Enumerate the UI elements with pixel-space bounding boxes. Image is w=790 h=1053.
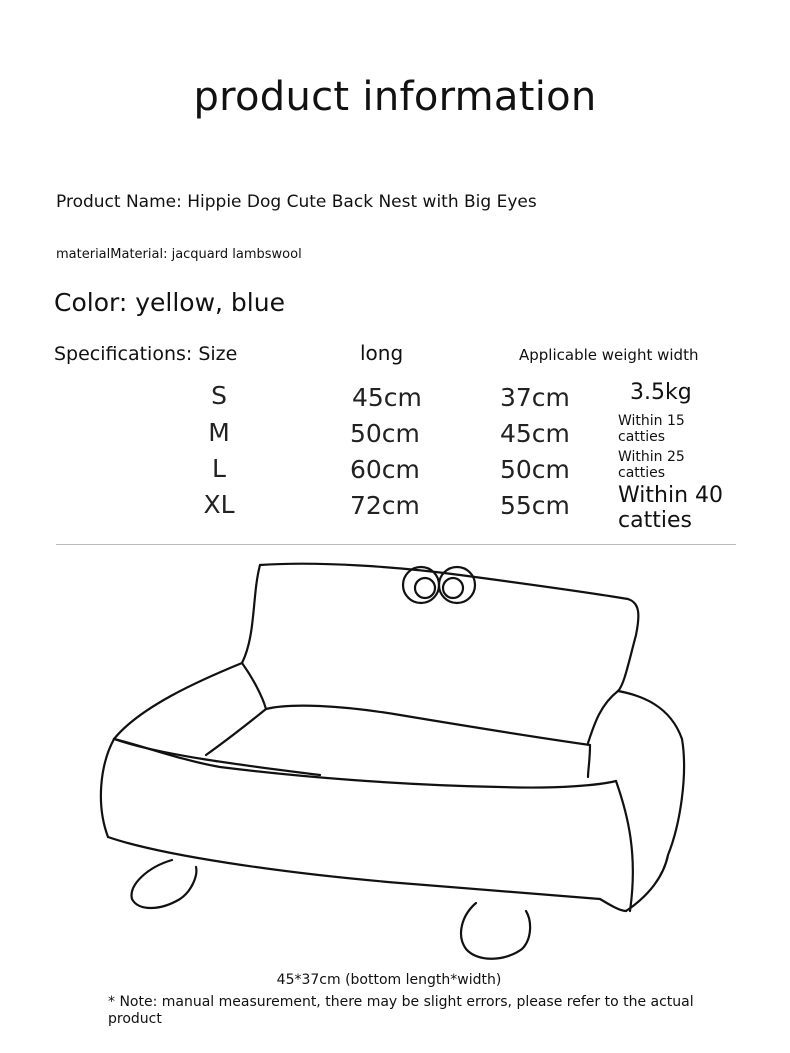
width-cell: 45cm	[500, 419, 570, 448]
width-cell: 55cm	[500, 491, 570, 520]
color-line: Color: yellow, blue	[54, 288, 285, 317]
size-cell: S	[211, 381, 227, 410]
weight-cell: Within 15 catties	[618, 413, 685, 445]
size-cell: L	[212, 454, 226, 483]
weight-cell: 3.5kg	[630, 380, 692, 405]
divider	[56, 544, 736, 545]
long-cell: 72cm	[350, 491, 420, 520]
size-cell: M	[208, 418, 230, 447]
dimension-caption-text: 45*37cm (bottom length*width)	[276, 972, 502, 988]
long-cell: 45cm	[352, 383, 422, 412]
specifications-label: Specifications: Size	[54, 343, 238, 365]
weight-cell: Within 40 catties	[618, 483, 723, 533]
product-name: Product Name: Hippie Dog Cute Back Nest with Big Eyes	[56, 192, 537, 212]
page-title: product information	[193, 74, 597, 120]
long-cell: 50cm	[350, 419, 420, 448]
dimension-caption	[0, 972, 790, 988]
header-long: long	[360, 341, 404, 365]
dog-bed-line-drawing-icon	[80, 555, 700, 970]
width-cell: 50cm	[500, 455, 570, 484]
header-weight-width: Applicable weight width	[519, 346, 699, 364]
weight-cell: Within 25 catties	[618, 449, 685, 481]
long-cell: 60cm	[350, 455, 420, 484]
material-line: materialMaterial: jacquard lambswool	[56, 247, 302, 262]
size-cell: XL	[203, 490, 235, 519]
width-cell: 37cm	[500, 383, 570, 412]
measurement-note: * Note: manual measurement, there may be slight errors, please refer to the actual product	[108, 994, 694, 1027]
